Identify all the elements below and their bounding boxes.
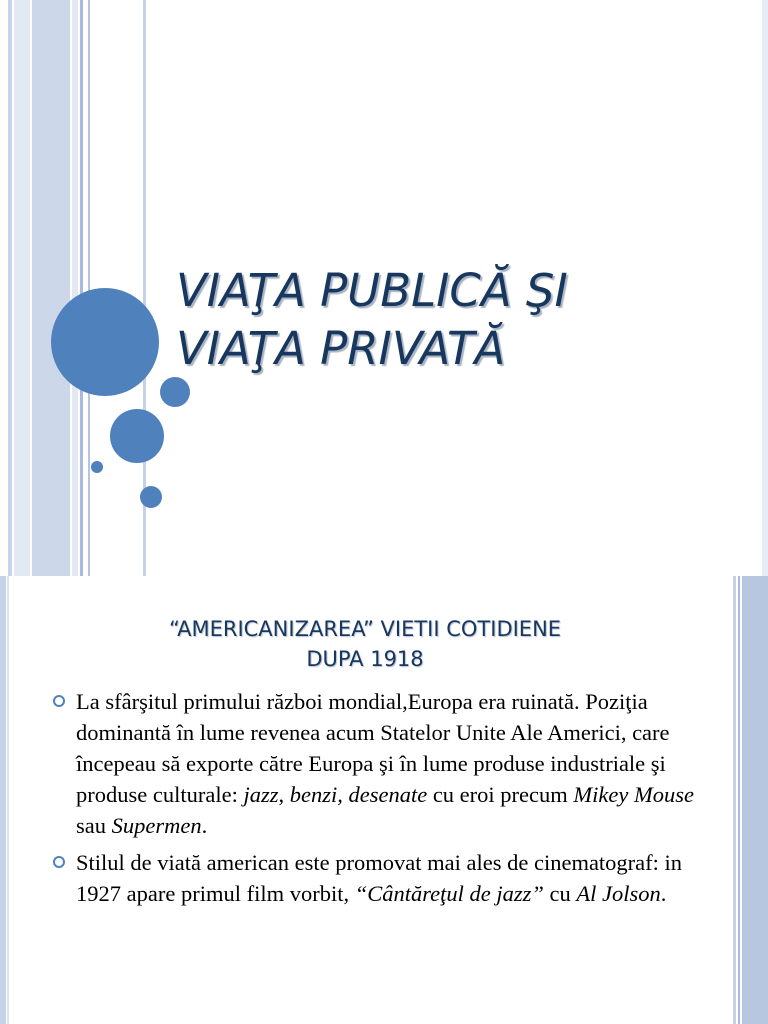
bullet2-text-cu: cu <box>543 881 577 906</box>
content-slide <box>0 576 768 1024</box>
content-heading-line2: DUPA 1918 <box>306 647 424 671</box>
bullet1-em-mikey: Mikey Mouse <box>573 782 694 807</box>
right-edge-strip <box>762 0 768 576</box>
circle-bullet-icon <box>53 695 65 707</box>
content-heading <box>60 614 670 674</box>
circle-bullet-icon <box>53 856 65 868</box>
small-circle-decoration <box>160 377 190 407</box>
bullet-item-2 <box>50 847 720 909</box>
bullet1-em-benzi: benzi, desenate <box>289 782 428 807</box>
bullet2-text: Stilul de viată american este promovat mai ales de cinematograf: in 1927 apare primul film vorbit, <box>76 850 683 906</box>
bullet1-em-supermen: Supermen <box>111 813 202 838</box>
bullet-list <box>50 686 720 915</box>
bullet1-text-sau: sau <box>76 813 112 838</box>
bullet1-text-cu: cu eroi precum <box>427 782 574 807</box>
bullet1-text: La sfârşitul primului război mondial,Europa era ruinată. Poziţia dominantă în lume revenea acum Statelor Unite Ale Americi, care începeau să exporte către Europa şi în lume produse industriale şi produse culturale: <box>76 689 670 807</box>
small-circle-decoration-2 <box>140 486 162 508</box>
slide-title-line2: VIAŢA PRIVATĂ <box>176 322 506 375</box>
bullet2-period: . <box>660 881 667 906</box>
bullet-item-1 <box>50 686 720 841</box>
tiny-circle-decoration <box>91 461 103 473</box>
large-circle-decoration <box>51 288 159 396</box>
bullet1-period: . <box>201 813 208 838</box>
decorative-stripes <box>0 0 150 576</box>
bullet2-em-film: “Cântăreţul de jazz” <box>354 881 544 906</box>
bullet1-sep: , <box>278 782 290 807</box>
slide-title-line1: VIAŢA PUBLICĂ ŞI <box>176 264 568 317</box>
content-heading-line1: “AMERICANIZAREA” VIETII COTIDIENE <box>168 617 562 641</box>
bullet2-em-jolson: Al Jolson <box>576 881 661 906</box>
slide-title <box>176 262 756 378</box>
bullet1-em-jazz: jazz <box>243 782 279 807</box>
medium-circle-decoration <box>110 409 164 463</box>
